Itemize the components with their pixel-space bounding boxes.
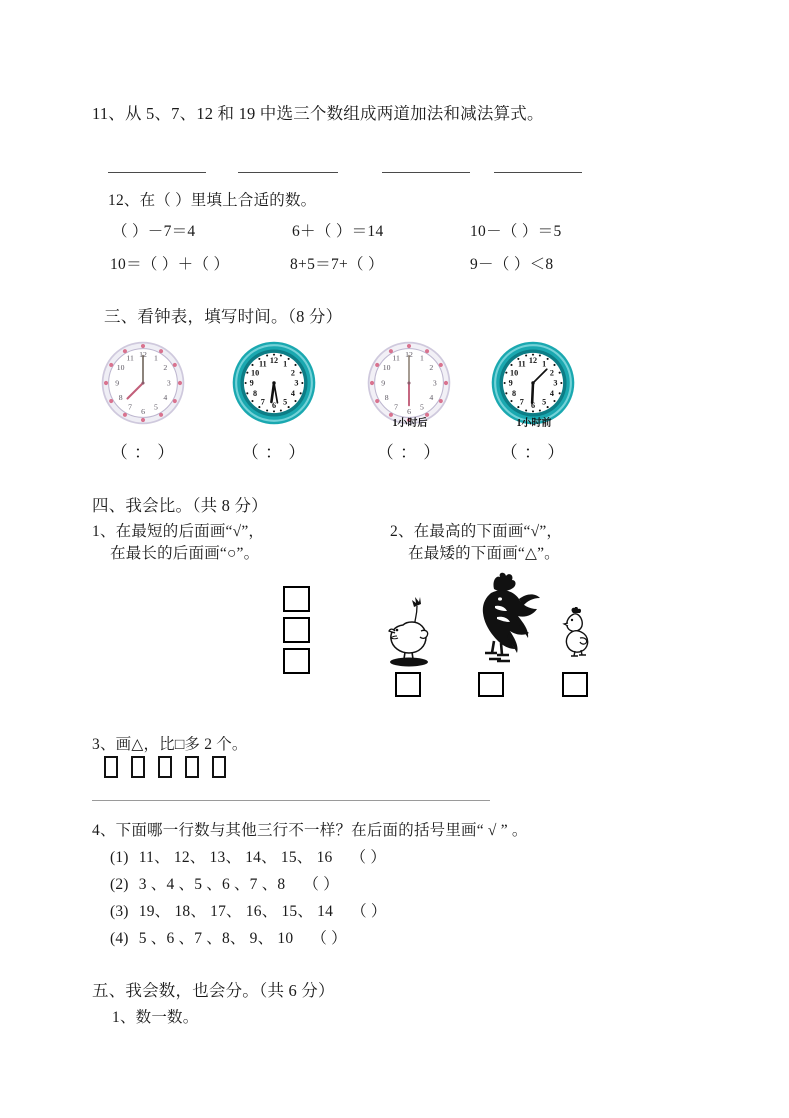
q11-answer-blank-4[interactable]: [494, 172, 582, 173]
svg-text:6: 6: [271, 400, 277, 410]
svg-text:11: 11: [258, 359, 267, 369]
item3-square-5: [212, 756, 226, 778]
svg-text:3: 3: [294, 378, 299, 388]
chick-image: [560, 607, 594, 659]
svg-text:2: 2: [429, 363, 434, 373]
item4-row-2: [110, 872, 339, 894]
svg-text:4: 4: [163, 393, 168, 403]
item1-answer-box-1[interactable]: [283, 586, 310, 612]
q11-answer-blank-1[interactable]: [108, 172, 206, 173]
q12-equation-4[interactable]: 10＝（ ）＋（ ）: [110, 256, 230, 273]
q11-answer-blank-2[interactable]: [238, 172, 338, 173]
svg-text:10: 10: [251, 368, 260, 378]
svg-text:5: 5: [419, 402, 424, 412]
q11-answer-blank-3[interactable]: [382, 172, 470, 173]
item4-row-3-numbers: 19、 18、 17、 16、 15、 14: [138, 903, 334, 920]
svg-text:4: 4: [290, 388, 295, 398]
svg-text:1: 1: [419, 353, 424, 363]
clock-4-caption: 1小时前: [516, 418, 552, 429]
svg-text:12: 12: [269, 356, 279, 366]
item4-row-1-label: (1): [110, 849, 129, 866]
svg-text:8: 8: [384, 393, 389, 403]
section-four-item2-line1: 2、在最高的下面画“√”，: [390, 523, 563, 540]
rooster-image: [467, 571, 541, 669]
svg-text:5: 5: [283, 397, 288, 407]
question-12-text: 12、在（ ）里填上合适的数。: [108, 192, 317, 209]
svg-text:5: 5: [542, 397, 547, 407]
item4-row-2-bracket[interactable]: （ ）: [303, 876, 339, 893]
clock-2: [231, 340, 317, 426]
svg-text:7: 7: [519, 397, 524, 407]
svg-text:1: 1: [542, 359, 547, 369]
item4-row-1: [110, 845, 386, 867]
svg-text:1: 1: [153, 353, 158, 363]
q12-equation-2[interactable]: 6＋（ ）＝14: [292, 223, 384, 240]
svg-text:8: 8: [253, 388, 258, 398]
svg-text:3: 3: [553, 378, 558, 388]
item4-row-1-bracket[interactable]: （ ）: [350, 849, 387, 866]
svg-text:4: 4: [549, 388, 554, 398]
svg-text:8: 8: [512, 388, 517, 398]
svg-text:12: 12: [139, 350, 147, 360]
q12-equation-5[interactable]: 8+5＝7+（ ）: [290, 256, 384, 273]
item2-answer-box-hen[interactable]: [395, 672, 421, 697]
section-five-item1: 1、数一数。: [112, 1009, 199, 1026]
svg-text:7: 7: [260, 397, 265, 407]
item3-square-4: [185, 756, 199, 778]
q12-equation-6[interactable]: 9－（ ）＜8: [470, 256, 554, 273]
hen-image: [381, 595, 437, 667]
svg-text:3: 3: [432, 378, 437, 388]
svg-text:9: 9: [115, 378, 120, 388]
svg-text:5: 5: [153, 402, 158, 412]
item3-square-2: [131, 756, 145, 778]
clock-4-answer-blank[interactable]: （ ： ）: [500, 443, 566, 462]
item4-row-4-label: (4): [110, 930, 129, 947]
svg-text:10: 10: [116, 363, 125, 373]
svg-text:2: 2: [163, 363, 168, 373]
section-four-heading: 四、我会比。（共 8 分）: [92, 496, 268, 515]
q12-equation-3[interactable]: 10－（ ）＝5: [470, 223, 562, 240]
svg-text:4: 4: [429, 393, 434, 403]
section-three-heading: 三、看钟表，填写时间。（8 分）: [104, 307, 343, 326]
svg-text:2: 2: [549, 368, 554, 378]
svg-text:6: 6: [141, 406, 145, 416]
svg-text:7: 7: [128, 402, 133, 412]
section-four-item1-line2: 在最长的后面画“○”。: [110, 545, 260, 562]
item4-row-2-label: (2): [110, 876, 129, 893]
clock-1-answer-blank[interactable]: （ ： ）: [110, 443, 176, 462]
svg-text:10: 10: [382, 363, 391, 373]
item3-square-3: [158, 756, 172, 778]
item4-row-4-bracket[interactable]: （ ）: [311, 930, 347, 947]
svg-text:10: 10: [510, 368, 519, 378]
clock-2-answer-blank[interactable]: （ ： ）: [241, 443, 307, 462]
section-divider: [92, 800, 490, 801]
svg-text:6: 6: [407, 406, 411, 416]
item1-answer-box-2[interactable]: [283, 617, 310, 643]
svg-text:8: 8: [118, 393, 123, 403]
question-11-text: 11、从 5、7、12 和 19 中选三个数组成两道加法和减法算式。: [92, 104, 544, 123]
clock-3-answer-blank[interactable]: （ ： ）: [376, 443, 442, 462]
section-five-heading: 五、我会数，也会分。（共 6 分）: [92, 981, 335, 1000]
svg-text:9: 9: [508, 378, 513, 388]
svg-text:3: 3: [166, 378, 171, 388]
svg-text:6: 6: [530, 400, 536, 410]
section-four-item3-text: 3、画△，比□多 2 个。: [92, 736, 248, 753]
q12-equation-1[interactable]: （ ）－7＝4: [112, 223, 196, 240]
svg-text:2: 2: [290, 368, 295, 378]
clock-1: [100, 340, 186, 426]
item4-row-4-numbers: 5 、6 、7 、8、 9、 10: [138, 930, 294, 947]
item2-answer-box-rooster[interactable]: [478, 672, 504, 697]
svg-text:9: 9: [249, 378, 254, 388]
svg-text:9: 9: [381, 378, 386, 388]
svg-text:11: 11: [517, 359, 526, 369]
item2-answer-box-chick[interactable]: [562, 672, 588, 697]
svg-text:12: 12: [405, 350, 413, 360]
svg-text:11: 11: [392, 353, 400, 363]
svg-text:11: 11: [126, 353, 134, 363]
item4-row-4: [110, 926, 347, 948]
svg-text:7: 7: [394, 402, 399, 412]
svg-text:1: 1: [283, 359, 288, 369]
item4-row-3: [110, 899, 387, 921]
section-four-item1-line1: 1、在最短的后面画“√”，: [92, 523, 265, 540]
item3-square-1: [104, 756, 118, 778]
item4-row-1-numbers: 11、 12、 13、 14、 15、 16: [138, 849, 333, 866]
clock-3-caption: 1小时后: [392, 418, 428, 429]
section-four-item4-text: 4、下面哪一行数与其他三行不一样？在后面的括号里画“ √ ” 。: [92, 822, 528, 839]
item4-row-3-bracket[interactable]: （ ）: [351, 903, 387, 920]
item4-row-3-label: (3): [110, 903, 129, 920]
section-four-item2-line2: 在最矮的下面画“△”。: [408, 545, 560, 562]
item1-answer-box-3[interactable]: [283, 648, 310, 674]
svg-text:12: 12: [528, 356, 538, 366]
item4-row-2-numbers: 3 、4 、5 、6 、7 、8: [138, 876, 286, 893]
